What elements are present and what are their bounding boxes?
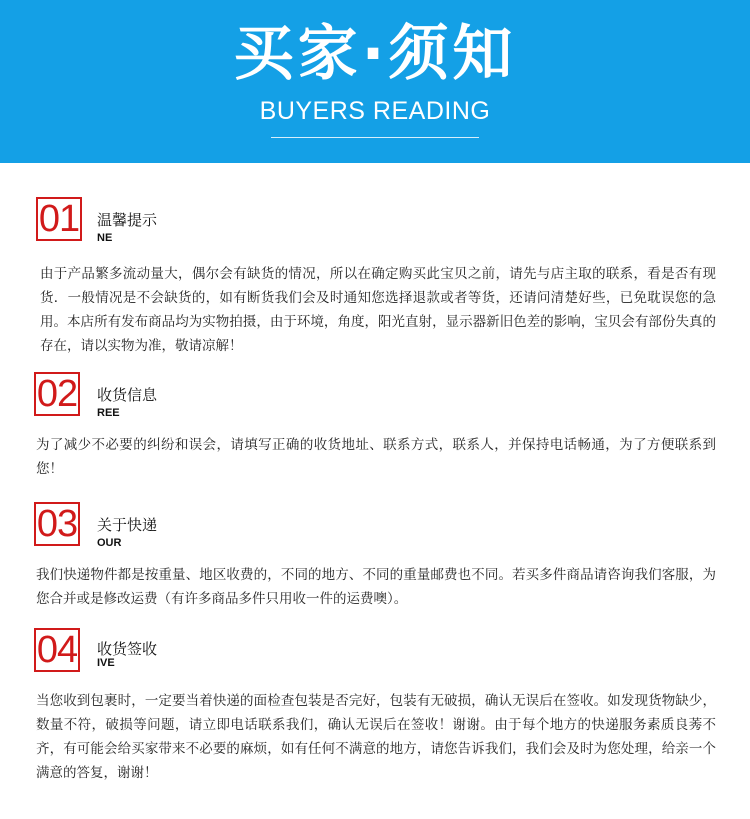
section-number-04: 04 (34, 628, 80, 672)
page-title: 买家·须知 (233, 19, 517, 89)
section-text-tips: 由于产品繁多流动量大，偶尔会有缺货的情况，所以在确定购买此宝贝之前，请先与店主取的联系，看是否有现货．一般情况是不会缺货的，如有断货我们会及时通知您选择退款或者等货，还请问清楚好些，已免耽误您的急用。本店所有发布商品均为实物拍摄，由于环境，角度，阳光直射，显示器新旧色差的影响，宝贝会有部份失真的存在，请以实物为准，敬请凉解！ (40, 266, 716, 354)
section-title-receipt: 收货签收 (97, 640, 158, 658)
section-number-03: 03 (34, 502, 80, 546)
section-number-02: 02 (34, 372, 80, 416)
section-subtitle-shipping-info: REE (97, 407, 120, 419)
section-title-shipping-info: 收货信息 (97, 386, 158, 404)
section-number-01: 01 (36, 197, 82, 241)
subtitle-underline (271, 137, 479, 138)
section-title-express: 关于快递 (97, 516, 158, 534)
section-text-shipping-info: 为了减少不必要的纠纷和误会，请填写正确的收货地址、联系方式，联系人，并保持电话畅通，为了方便联系到您！ (36, 437, 716, 477)
section-title-tips: 温馨提示 (97, 211, 158, 229)
section-text-receipt: 当您收到包裹时，一定要当着快递的面检查包装是否完好，包装有无破损，确认无误后在签收。如发现货物缺少，数量不符，破损等问题，请立即电话联系我们，确认无误后在签收！谢谢。由于每个地方的快递服务素质良莠不齐，有可能会给买家带来不必要的麻烦，如有任何不满意的地方，请您告诉我们，我们会及时为您处理，给亲一个满意的答复，谢谢！ (36, 693, 716, 781)
section-subtitle-receipt: IVE (97, 657, 115, 669)
section-subtitle-express: OUR (97, 537, 122, 549)
page-subtitle: BUYERS READING (259, 97, 491, 125)
section-subtitle-tips: NE (97, 232, 113, 244)
section-text-express: 我们快递物件都是按重量、地区收费的，不同的地方、不同的重量邮费也不同。若买多件商品请咨询我们客服，为您合并或是修改运费（有许多商品多件只用收一件的运费噢）。 (36, 567, 716, 607)
header-banner (0, 0, 750, 163)
